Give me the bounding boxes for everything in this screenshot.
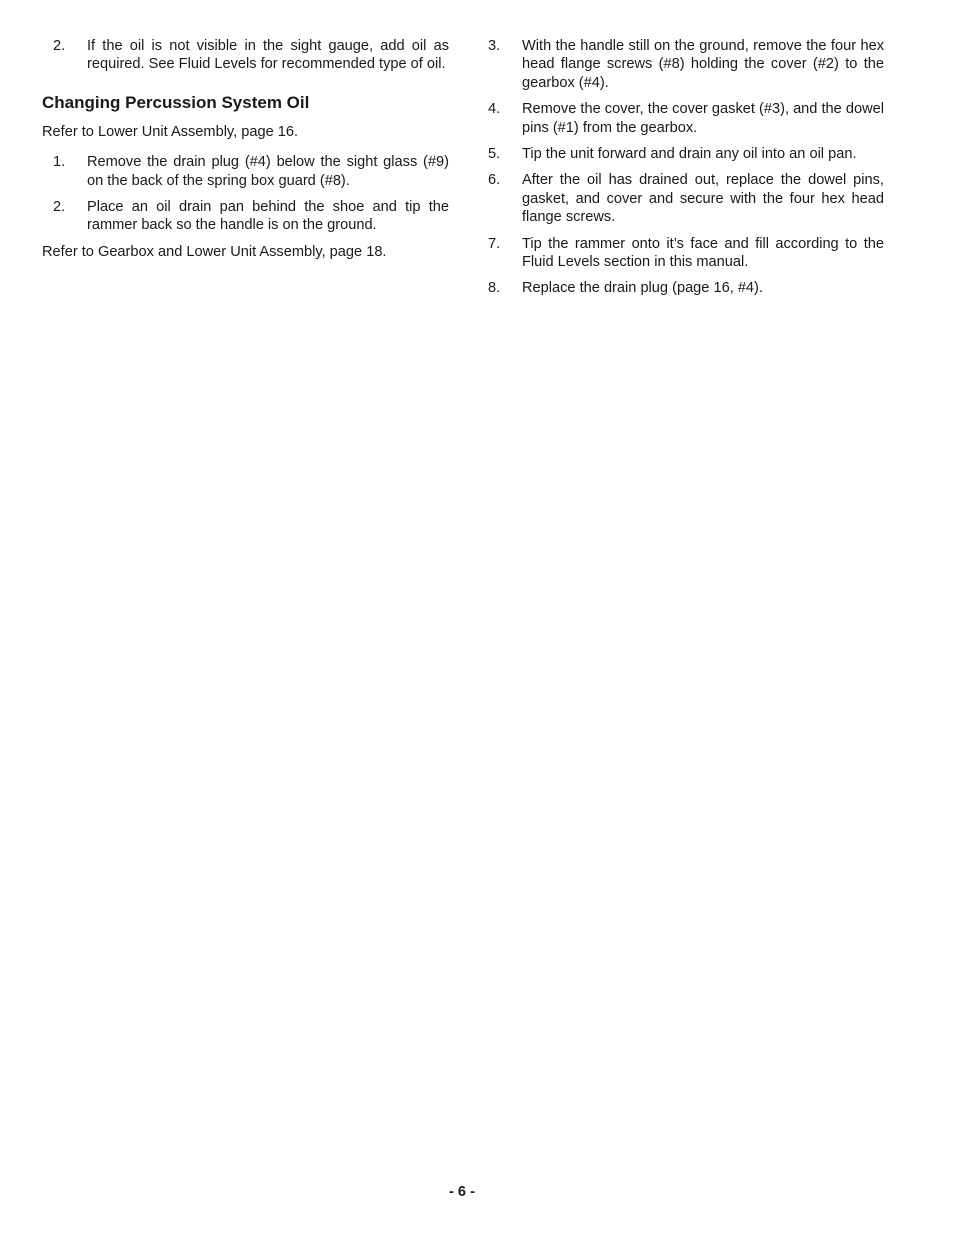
left-column <box>42 37 449 273</box>
list-item-text: Remove the cover, the cover gasket (#3), and the dowel pins (#1) from the gearbox. <box>522 101 884 136</box>
reference-paragraph: Refer to Lower Unit Assembly, page 16. <box>42 123 299 140</box>
list-item-text: Place an oil drain pan behind the shoe and tip the rammer back so the handle is on the ground. <box>87 199 449 234</box>
list-item-number: 8. <box>488 280 501 297</box>
list-item-number: 2. <box>53 199 66 216</box>
page-number: - 6 - <box>449 1184 475 1200</box>
list-item-number: 5. <box>488 146 501 163</box>
section-heading: Changing Percussion System Oil <box>42 92 310 112</box>
list-item-number: 1. <box>53 154 66 171</box>
list-item <box>488 37 884 92</box>
list-item <box>42 198 449 235</box>
list-item <box>488 100 884 137</box>
list-item <box>488 145 884 163</box>
list-item-text: After the oil has drained out, replace the dowel pins, gasket, and cover and secure with the four hex head flange screws. <box>522 172 884 226</box>
list-item-text: If the oil is not visible in the sight gauge, add oil as required. See Fluid Levels for recommended type of oil. <box>87 38 449 73</box>
list-item-number: 4. <box>488 101 501 118</box>
right-column <box>488 37 884 306</box>
list-item <box>42 37 449 74</box>
list-item <box>488 235 884 272</box>
list-item-number: 7. <box>488 235 501 252</box>
list-item-text: Tip the rammer onto it’s face and fill according to the Fluid Levels section in this manual. <box>522 235 884 271</box>
list-item <box>488 279 884 297</box>
list-item-text: Remove the drain plug (#4) below the sight glass (#9) on the back of the spring box guard (#8). <box>87 154 449 189</box>
list-item-number: 2. <box>53 38 66 54</box>
list-item-text: Replace the drain plug (page 16, #4). <box>522 280 763 297</box>
list-item <box>488 171 884 226</box>
list-item-number: 6. <box>488 172 501 189</box>
list-item <box>42 153 449 190</box>
list-item-text: Tip the unit forward and drain any oil into an oil pan. <box>522 146 857 163</box>
reference-paragraph: Refer to Gearbox and Lower Unit Assembly, page 18. <box>42 243 387 260</box>
list-item-number: 3. <box>488 38 501 54</box>
list-item-text: With the handle still on the ground, remove the four hex head flange screws (#8) holding the cover (#2) to the gearbox (#4). <box>522 38 884 91</box>
